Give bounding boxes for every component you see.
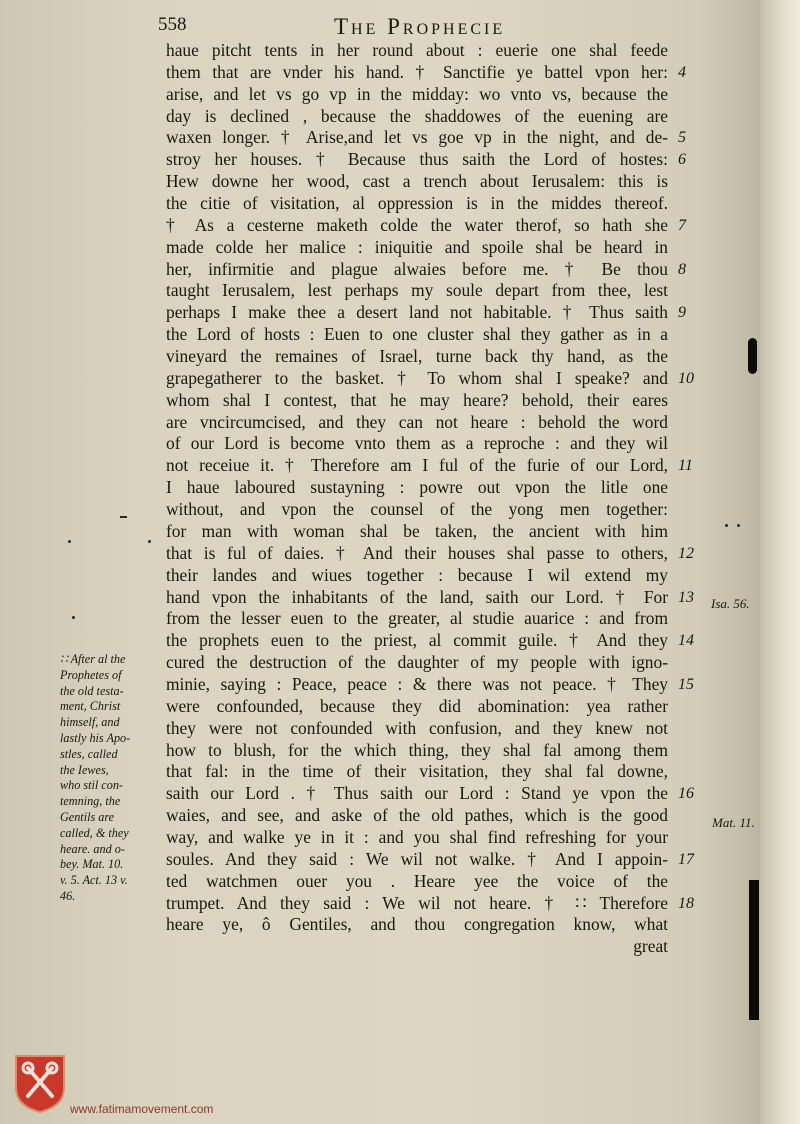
speck	[68, 540, 71, 543]
verse-number: 18	[678, 894, 694, 912]
ink-mark-top	[748, 338, 757, 374]
text-line: taught Ierusalem, lest perhaps my soule depart from thee, lest	[166, 280, 668, 301]
text-line: † As a cesterne maketh colde the water therof, so hath she	[166, 214, 668, 235]
text-line: cured the destruction of the daughter of my people with igno-	[166, 652, 668, 673]
speck	[737, 524, 740, 527]
speck	[72, 616, 75, 619]
text-line: day is declined , because the shaddowes of the euening are	[166, 105, 668, 126]
text-line: made colde her malice : iniquitie and spoile shal be heard in	[166, 236, 668, 257]
text-line: waxen longer. † Arise,and let vs goe vp in the night, and de-	[166, 127, 668, 148]
side-note-line: the Iewes,	[60, 762, 109, 777]
text-line: her, infirmitie and plague alwaies before me. † Be thou	[166, 258, 668, 279]
running-title: The Prophecie	[334, 14, 506, 39]
text-line: not receiue it. † Therefore am I ful of the furie of our Lord,	[166, 455, 668, 476]
text-line: them that are vnder his hand. † Sanctifie ye battel vpon her:	[166, 61, 668, 82]
verse-number: 15	[678, 675, 694, 693]
side-note-line: temning, the	[60, 794, 121, 809]
page-edge	[760, 0, 800, 1124]
side-note-line: v. 5. Act. 13 v.	[60, 873, 128, 888]
text-line: haue pitcht tents in her round about : euerie one shal feede	[166, 40, 668, 60]
text-line: for man with woman shal be taken, the ancient with him	[166, 520, 668, 541]
text-line: perhaps I make thee a desert land not habitable. † Thus saith	[166, 302, 668, 323]
text-line: hand vpon the inhabitants of the land, saith our Lord. † For	[166, 586, 668, 607]
text-line: trumpet. And they said : We wil not heare. † ∷ Therefore	[166, 892, 668, 913]
verse-number: 9	[678, 304, 686, 322]
side-note-line: bey. Mat. 10.	[60, 857, 124, 872]
text-line: waies, and see, and aske of the old pathes, which is the good	[166, 805, 668, 826]
text-line: grapegatherer to the basket. † To whom shal I speake? and	[166, 367, 668, 388]
verse-number: 13	[678, 588, 694, 606]
side-note-line: 46.	[60, 889, 76, 903]
text-line: whom shal I contest, that he may heare? behold, their eares	[166, 389, 668, 410]
text-line: their landes and wiues together : because I wil extend my	[166, 564, 668, 585]
page-number: 558	[158, 14, 187, 35]
text-line: I haue laboured sustayning : powre out vpon the litle one	[166, 477, 668, 498]
text-line: they were not confounded with confusion, and they knew not	[166, 717, 668, 738]
text-line: vineyard the remaines of Israel, turne back thy hand, as the	[166, 346, 668, 367]
side-note-line: Prophetes of	[60, 667, 122, 682]
text-line: are vncircumcised, and they can not heare : behold the word	[166, 411, 668, 432]
side-note-line: lastly his Apo-	[60, 731, 131, 745]
text-line: ted watchmen ouer you . Heare yee the voice of the	[166, 870, 668, 891]
side-note-line: Gentils are	[60, 810, 115, 824]
text-line: stroy her houses. † Because thus saith the Lord of hostes:	[166, 149, 668, 170]
side-note-line: himself, and	[60, 715, 120, 730]
side-note-line: heare. and o-	[60, 841, 125, 856]
page-header	[158, 14, 678, 42]
crossref-isaiah: Isa. 56.	[711, 596, 750, 611]
verse-number: 6	[678, 151, 686, 169]
verse-number: 17	[678, 850, 694, 868]
text-line: were confounded, because they did abomination: yea rather	[166, 695, 668, 716]
text-line: without, and vpon the counsel of the yong men together:	[166, 499, 668, 520]
side-note-line: who stil con-	[60, 778, 123, 793]
text-line: from the lesser euen to the greater, al studie auarice : and from	[166, 608, 668, 629]
text-line: Hew downe her wood, cast a trench about Ierusalem: this is	[166, 171, 668, 192]
text-line: soules. And they said : We wil not walke. † And I appoin-	[166, 848, 668, 869]
verse-number: 8	[678, 260, 686, 278]
side-note-line: the old testa-	[60, 683, 124, 698]
verse-number: 7	[678, 216, 686, 234]
side-note-line: ∷ After al the	[60, 652, 126, 666]
text-line: minie, saying : Peace, peace : & there was not peace. † They	[166, 673, 668, 694]
side-note-line: ment, Christ	[60, 699, 121, 714]
verse-number: 10	[678, 369, 694, 387]
verse-number: 5	[678, 129, 686, 147]
crossref-matthew: Mat. 11.	[712, 815, 755, 830]
papal-keys-shield-icon	[14, 1054, 66, 1114]
text-line: way, and walke ye in it : and you shal find refreshing for your	[166, 826, 668, 847]
text-line: the Lord of hosts : Euen to one cluster shal they gather as in a	[166, 324, 668, 345]
text-line: the prophets euen to the priest, al commit guile. † And they	[166, 630, 668, 651]
speck	[148, 540, 151, 543]
text-line: how to blush, for the which thing, they shal fal among them	[166, 739, 668, 760]
verse-number: 4	[678, 63, 686, 81]
text-line: great	[633, 936, 668, 957]
text-line: that fal: in the time of their visitation, they shal fal downe,	[166, 761, 668, 782]
text-line: the citie of visitation, al oppression is in the middes thereof.	[166, 193, 668, 214]
text-line: saith our Lord . † Thus saith our Lord : Stand ye vpon the	[166, 783, 668, 804]
ink-mark-bottom	[749, 880, 759, 1020]
verse-number: 14	[678, 632, 694, 650]
speck	[725, 524, 728, 527]
text-line: heare ye, ô Gentiles, and thou congregation know, what	[166, 914, 668, 935]
text-line: that is ful of daies. † And their houses shal passe to others,	[166, 542, 668, 563]
text-line: arise, and let vs go vp in the midday: wo vnto vs, because the	[166, 83, 668, 104]
side-note-line: stles, called	[60, 746, 118, 761]
verse-number: 12	[678, 544, 694, 562]
watermark-url: www.fatimamovement.com	[70, 1102, 214, 1116]
verse-number: 11	[678, 457, 693, 475]
speck	[120, 516, 127, 518]
verse-number: 16	[678, 785, 694, 803]
side-note-line: called, & they	[60, 825, 129, 840]
text-line: of our Lord is become vnto them as a reproche : and they wil	[166, 433, 668, 454]
